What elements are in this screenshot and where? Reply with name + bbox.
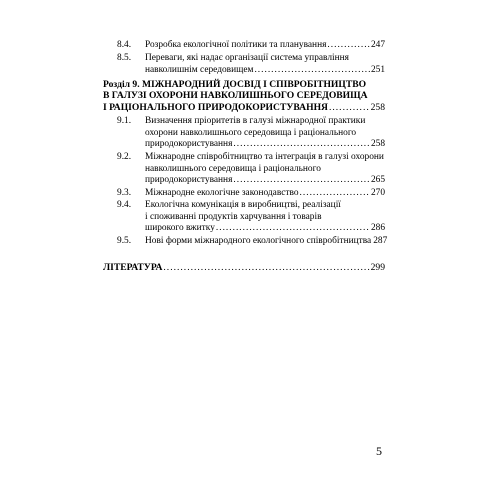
section-page: 258 [370,101,385,113]
toc-entry [117,53,385,77]
entry-number: 9.3. [117,188,132,198]
entry-title: широкого вжитку [145,223,215,234]
section-heading-line: Розділ 9. МІЖНАРОДНИЙ ДОСВІД І СПІВРОБІТНИЦТВО [103,79,367,90]
entry-title-line: навколишнього середовища і раціонального [145,163,321,174]
entry-title-line: охорони навколишнього середовища і раціонального [145,127,357,138]
literature-page: 299 [370,262,385,273]
entry-number: 8.5. [117,53,132,63]
entry-title-line: Екологічна комунікація в виробництві, реалізації [145,200,341,210]
entry-number: 9.4. [117,200,132,210]
entry-title: навколишнім середовищем [145,64,254,75]
leader-dots [233,175,370,187]
entry-number: 9.2. [117,152,132,162]
entry-page: 287 [373,236,388,246]
entry-number: 8.4. [117,40,132,50]
toc-entry [117,40,385,52]
toc-entry [117,152,385,188]
leader-dots [254,65,370,77]
toc-entry [117,116,385,152]
entry-title-line: Переваги, які надає організації система управління [145,53,349,63]
toc-entry [117,188,385,200]
page-number: 5 [376,444,382,458]
literature-label: ЛІТЕРАТУРА [103,262,163,273]
entry-page: 286 [370,223,385,234]
toc-entry [117,236,388,248]
entry-title: природокористування [145,139,233,150]
leader-dots [163,262,369,274]
entry-page: 270 [370,188,385,198]
section-heading-line: В ГАЛУЗІ ОХОРОНИ НАВКОЛИШНЬОГО СЕРЕДОВИЩА [103,90,368,102]
entry-title: Міжнародне екологічне законодавство [145,188,299,198]
entry-title: природокористування [145,175,233,186]
entry-page: 247 [370,40,385,50]
leader-dots [300,188,370,200]
entry-title-line: і споживанні продуктів харчування і товарів [145,211,322,222]
section-heading-line: І РАЦІОНАЛЬНОГО ПРИРОДОКОРИСТУВАННЯ [103,101,328,113]
leader-dots [329,102,370,113]
section-heading [103,79,385,113]
entry-page: 265 [370,175,385,186]
leader-dots [233,139,370,151]
entry-number: 9.1. [117,116,132,126]
entry-title: Нові форми міжнародного екологічного співробітництва [145,236,372,246]
entry-title-line: Визначення пріоритетів в галузі міжнародної практики [145,116,366,126]
entry-title-line: Міжнародне співробітництво та інтеграція в галузі охорони [145,152,384,162]
literature-entry [103,262,385,274]
toc-entry [117,200,385,236]
entry-number: 9.5. [117,236,132,246]
entry-page: 251 [370,64,385,75]
leader-dots [216,223,370,235]
entry-title: Розробка екологічної політики та планування [145,40,327,50]
entry-page: 258 [370,139,385,150]
leader-dots [327,40,370,52]
